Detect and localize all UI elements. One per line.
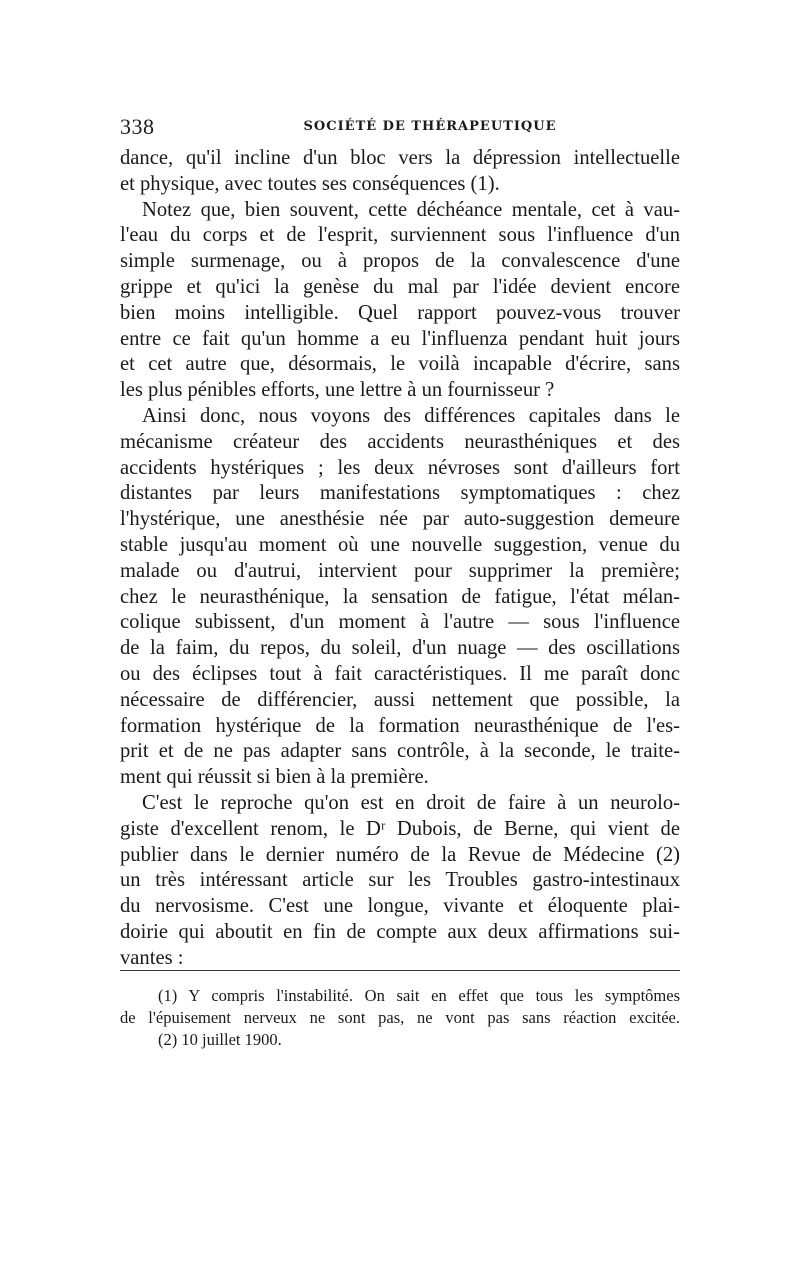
footnote-rule <box>120 970 680 971</box>
text-line: giste d'excellent renom, le Dʳ Dubois, de Berne, qui vient de <box>120 817 680 840</box>
text-line: accidents hystériques ; les deux névroses sont d'ailleurs fort <box>120 456 680 479</box>
text-line: distantes par leurs manifestations symptomatiques : chez <box>120 482 680 505</box>
text-line: doirie qui aboutit en fin de compte aux deux affirmations sui- <box>120 920 680 943</box>
text-line: ou des éclipses tout à fait caractéristiques. Il me paraît donc <box>120 662 680 685</box>
text-line: les plus pénibles efforts, une lettre à un fournisseur ? <box>120 379 555 402</box>
page-number: 338 <box>120 114 155 139</box>
text-line: stable jusqu'au moment où une nouvelle suggestion, venue du <box>120 533 680 556</box>
footnote-line: de l'épuisement nerveux ne sont pas, ne vont pas sans réaction excitée. <box>120 1008 680 1027</box>
text-line: prit et de ne pas adapter sans contrôle, à la seconde, le traite- <box>120 740 680 763</box>
text-line: publier dans le dernier numéro de la Revue de Médecine (2) <box>120 843 680 866</box>
text-line: ment qui réussit si bien à la première. <box>120 766 429 789</box>
text-line: Ainsi donc, nous voyons des différences capitales dans le <box>142 404 680 427</box>
footnote-line: (1) Y compris l'instabilité. On sait en effet que tous les symptômes <box>158 986 680 1005</box>
text-line: mécanisme créateur des accidents neurasthéniques et des <box>120 430 680 453</box>
text-line: de la faim, du repos, du soleil, d'un nuage — des oscillations <box>120 637 680 660</box>
body-text <box>120 146 680 972</box>
text-line: entre ce fait qu'un homme a eu l'influenza pendant huit jours <box>120 327 680 350</box>
text-line: chez le neurasthénique, la sensation de fatigue, l'état mélan- <box>120 585 680 608</box>
footnotes <box>120 985 680 1051</box>
text-line: dance, qu'il incline d'un bloc vers la dépression intellectuelle <box>120 147 680 169</box>
text-line: l'hystérique, une anesthésie née par auto-suggestion demeure <box>120 508 680 531</box>
text-line: un très intéressant article sur les Troubles gastro-intestinaux <box>120 869 680 892</box>
running-head: SOCIÉTÉ DE THÉRAPEUTIQUE <box>303 119 557 134</box>
text-line: formation hystérique de la formation neurasthénique de l'es- <box>120 714 680 737</box>
text-line: l'eau du corps et de l'esprit, surviennent sous l'influence d'un <box>120 224 680 247</box>
footnote-line: (2) 10 juillet 1900. <box>158 1030 282 1049</box>
text-line: et physique, avec toutes ses conséquences (1). <box>120 172 500 195</box>
text-line: Notez que, bien souvent, cette déchéance mentale, cet à vau- <box>142 198 680 221</box>
text-line: vantes : <box>120 946 184 969</box>
text-line: du nervosisme. C'est une longue, vivante et éloquente plai- <box>120 895 680 918</box>
text-line: et cet autre que, désormais, le voilà incapable d'écrire, sans <box>120 353 680 376</box>
text-line: grippe et qu'ici la genèse du mal par l'idée devient encore <box>120 275 680 298</box>
text-line: nécessaire de différencier, aussi nettement que possible, la <box>120 688 680 711</box>
text-line: bien moins intelligible. Quel rapport pouvez-vous trouver <box>120 301 680 324</box>
page-header <box>120 114 680 144</box>
text-line: simple surmenage, ou à propos de la convalescence d'une <box>120 250 680 273</box>
text-line: C'est le reproche qu'on est en droit de faire à un neurolo- <box>142 791 680 814</box>
text-line: colique subissent, d'un moment à l'autre — sous l'influence <box>120 611 680 634</box>
text-line: malade ou d'autrui, intervient pour supprimer la première; <box>120 559 680 582</box>
